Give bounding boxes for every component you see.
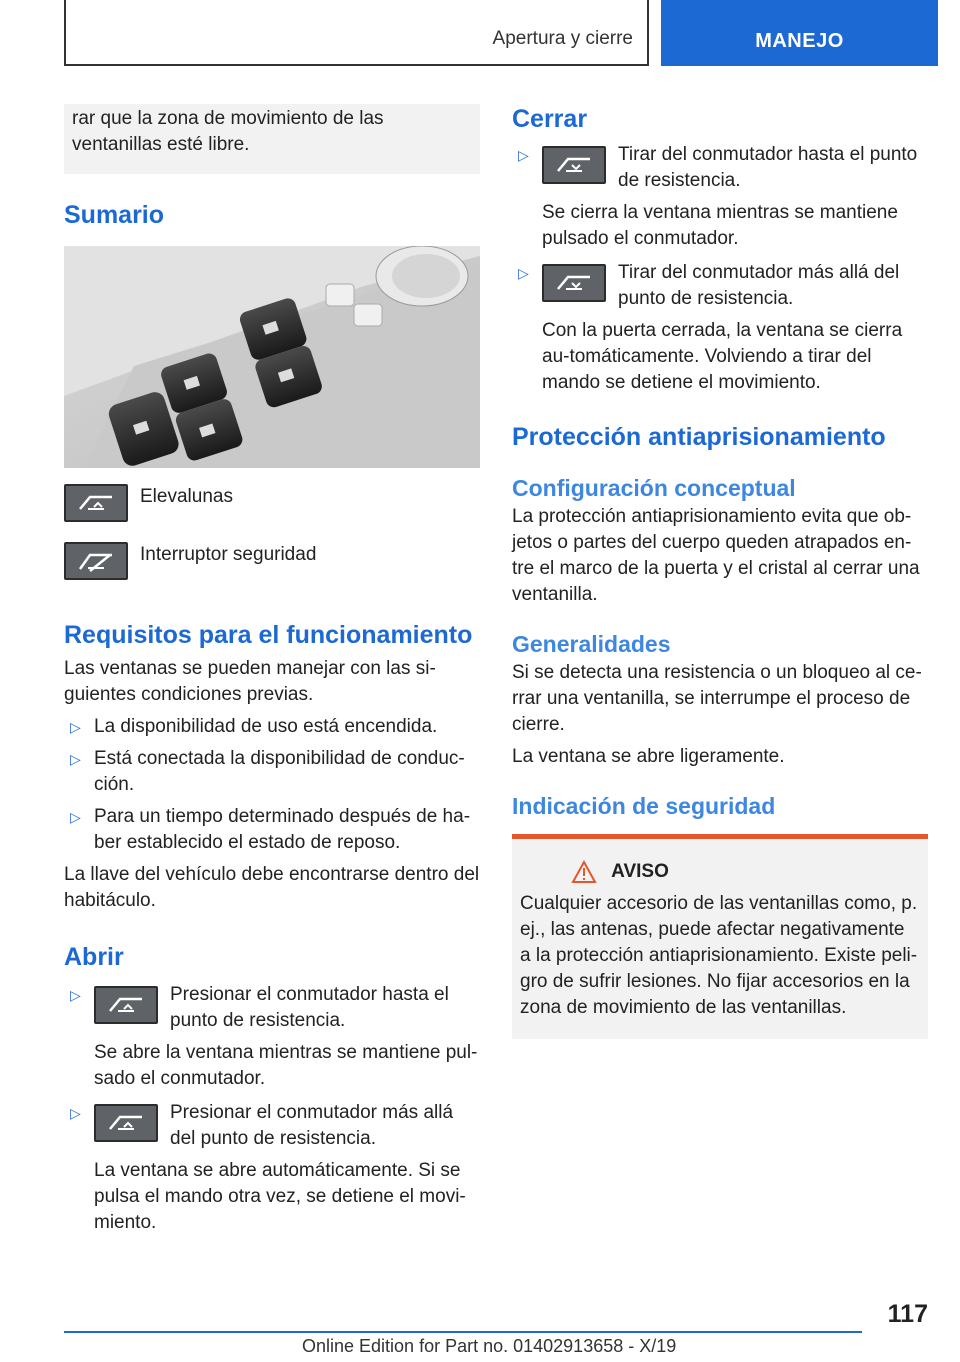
window-switch-icon: [64, 484, 128, 522]
warning-header: [520, 859, 720, 885]
window-switch-icon: [94, 1104, 158, 1142]
requisitos-intro: Las ventanas se pueden manejar con las si-guientes condiciones previas.: [64, 658, 436, 705]
footer-edition: Online Edition for Part no. 01402913658 - X/19: [302, 1336, 677, 1356]
list-item: ▷ Para un tiempo determinado después de ha-ber establecido el estado de reposo.: [70, 806, 471, 853]
abrir-heading: Abrir: [64, 943, 124, 971]
header-box: [64, 0, 649, 66]
triangle-right-icon: ▷: [70, 719, 81, 735]
legend-label: Interruptor seguridad: [140, 544, 317, 565]
cerrar-heading: Cerrar: [512, 105, 588, 133]
proteccion-heading: Protección antiaprisionamiento: [512, 423, 886, 451]
requisitos-list: [64, 714, 480, 856]
triangle-right-icon: ▷: [518, 265, 529, 281]
list-item: ▷ Está conectada la disponibilidad de conduc-ción.: [70, 748, 465, 795]
step-result: La ventana se abre automáticamente. Si se pulsa el mando otra vez, se detiene el movi-miento.: [94, 1160, 466, 1233]
list-item: ▷ La disponibilidad de uso está encendida.: [64, 714, 480, 740]
warning-title: AVISO: [611, 861, 669, 882]
abrir-step-2: [64, 1100, 480, 1236]
cerrar-step-1: [512, 142, 928, 252]
step-action: Presionar el conmutador más allá del punto de resistencia.: [170, 1102, 454, 1149]
section-title: Apertura y cierre: [492, 28, 633, 49]
footer-divider: [64, 1331, 862, 1333]
safety-switch-icon: [64, 542, 128, 580]
intro-box: [64, 104, 480, 174]
triangle-right-icon: ▷: [518, 147, 529, 163]
intro-text: rar que la zona de movimiento de las ventanillas esté libre.: [72, 108, 384, 155]
cerrar-step-2: [512, 260, 928, 396]
step-action: Tirar del conmutador más allá del punto de resistencia.: [618, 262, 900, 309]
requisitos-outro: La llave del vehículo debe encontrarse dentro del habitáculo.: [64, 864, 480, 911]
window-switch-icon: [542, 146, 606, 184]
config-heading: Configuración conceptual: [512, 475, 796, 501]
window-switch-icon: [542, 264, 606, 302]
window-switch-icon: [94, 986, 158, 1024]
right-column: [512, 104, 928, 1039]
step-action: Presionar el conmutador hasta el punto de resistencia.: [170, 984, 449, 1031]
triangle-right-icon: ▷: [70, 987, 81, 1003]
generalidades-text: Si se detecta una resistencia o un bloqueo al ce-rrar una ventanilla, se interrumpe el proceso de cierre.: [512, 662, 922, 735]
step-result: Se abre la ventana mientras se mantiene pul-sado el conmutador.: [94, 1042, 478, 1089]
warning-triangle-icon: [571, 860, 597, 884]
legend-row-elevalunas: [64, 486, 480, 522]
legend-label: Elevalunas: [140, 486, 233, 507]
config-text: La protección antiaprisionamiento evita que ob-jetos o partes del cuerpo queden atrapados en-tre el marco de la puerta y el cristal al cerrar una ventanilla.: [512, 506, 920, 605]
abrir-step-1: [64, 982, 480, 1092]
left-column: [64, 104, 480, 1236]
warning-text: Cualquier accesorio de las ventanillas como, p. ej., las antenas, puede afectar negativamente a la protección antiaprisionamiento. Existe peli-gro de sufrir lesiones. No fijar accesorios en la zona de movimiento de las ventanillas.: [520, 893, 918, 1018]
triangle-right-icon: ▷: [70, 751, 81, 767]
step-result: Se cierra la ventana mientras se mantiene pulsado el conmutador.: [542, 202, 898, 249]
sumario-heading: Sumario: [64, 201, 165, 229]
generalidades-text-2: La ventana se abre ligeramente.: [512, 746, 785, 767]
indicacion-heading: Indicación de seguridad: [512, 793, 776, 819]
requisitos-heading: Requisitos para el funcionamiento: [64, 621, 473, 649]
chapter-tab[interactable]: MANEJO: [661, 0, 938, 66]
triangle-right-icon: ▷: [70, 809, 81, 825]
generalidades-heading: Generalidades: [512, 631, 671, 657]
warning-box: [512, 834, 928, 1039]
step-action: Tirar del conmutador hasta el punto de resistencia.: [618, 144, 918, 191]
window-switch-photo: [64, 246, 480, 468]
page-number: 117: [887, 1300, 928, 1328]
step-result: Con la puerta cerrada, la ventana se cierra au-tomáticamente. Volviendo a tirar del mando se detiene el movimiento.: [542, 320, 903, 393]
triangle-right-icon: ▷: [70, 1105, 81, 1121]
legend-row-seguridad: [64, 544, 480, 580]
